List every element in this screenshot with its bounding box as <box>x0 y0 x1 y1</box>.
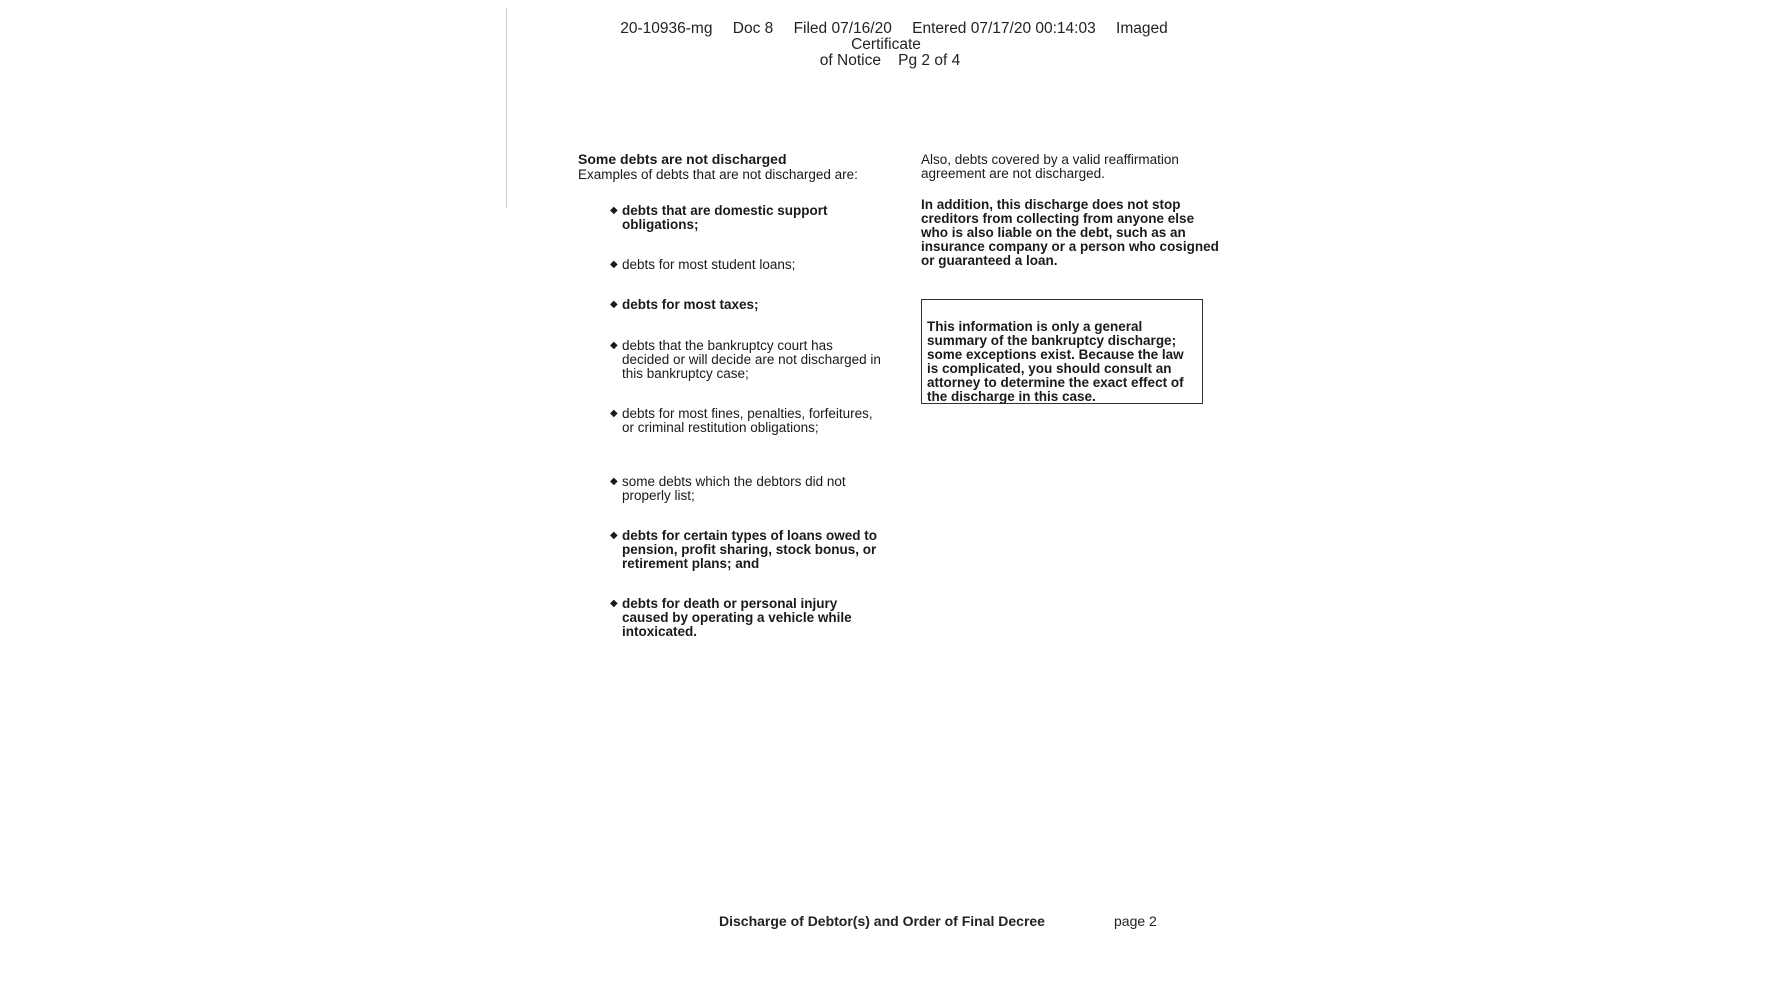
document-header <box>580 21 1200 69</box>
codebtor-paragraph: In addition, this discharge does not stop creditors from collecting from anyone else who is also liable on the debt, such as an insurance company or a person who cosigned or guaranteed a loan. <box>921 197 1219 268</box>
scan-margin-line <box>506 8 507 208</box>
list-item <box>610 258 882 298</box>
list-item-text: debts for most student loans; <box>622 257 796 272</box>
diamond-icon: ◆ <box>610 205 618 216</box>
non-discharged-debts-list <box>610 203 881 639</box>
list-item-text: debts that the bankruptcy court has decided or will decide are not discharged in this bankruptcy case; <box>622 338 881 381</box>
right-column <box>921 153 1221 268</box>
summary-notice-text: This information is only a general summary of the bankruptcy discharge; some exceptions exist. Because the law is complicated, you should consult an attorney to determine the exact effect of the discharge in this case. <box>927 319 1184 404</box>
diamond-icon: ◆ <box>610 259 618 270</box>
footer-page-number: page 2 <box>1114 913 1157 929</box>
diamond-icon: ◆ <box>610 530 618 541</box>
list-item-text: debts for certain types of loans owed to pension, profit sharing, stock bonus, or retirement plans; and <box>622 528 878 571</box>
diamond-icon: ◆ <box>610 408 618 419</box>
case-number: 20-10936-mg <box>620 20 713 37</box>
header-line-2 <box>580 53 1200 69</box>
section-title: Some debts are not discharged <box>578 151 787 167</box>
header-line-1 <box>580 21 1200 53</box>
notice-label: of Notice <box>819 52 881 69</box>
diamond-icon: ◆ <box>610 598 618 609</box>
list-item <box>610 298 882 339</box>
list-item <box>610 339 882 407</box>
reaffirmation-paragraph: Also, debts covered by a valid reaffirmation agreement are not discharged. <box>921 152 1179 181</box>
summary-notice-box <box>921 299 1203 404</box>
entered-date: Entered 07/17/20 00:14:03 <box>912 20 1096 37</box>
footer-title: Discharge of Debtor(s) and Order of Final Decree <box>719 913 1045 929</box>
filed-date: Filed 07/16/20 <box>793 20 892 37</box>
list-item-text: debts that are domestic support obligations; <box>622 203 828 232</box>
list-item-text: debts for death or personal injury caused by operating a vehicle while intoxicated. <box>622 596 852 639</box>
page-footer <box>719 913 1157 929</box>
diamond-icon: ◆ <box>610 299 618 310</box>
diamond-icon: ◆ <box>610 476 618 487</box>
page-reference: Pg 2 of 4 <box>898 52 961 69</box>
section-intro: Examples of debts that are not discharged are: <box>578 167 858 182</box>
list-item <box>610 596 882 639</box>
left-column <box>578 151 881 639</box>
list-item <box>610 529 882 597</box>
list-item-text: debts for most fines, penalties, forfeitures, or criminal restitution obligations; <box>622 406 873 435</box>
list-item <box>610 204 882 258</box>
list-item-text: debts for most taxes; <box>622 297 759 312</box>
imaged-label: Imaged Certificate <box>851 20 1168 53</box>
list-item <box>610 475 882 529</box>
list-item-text: some debts which the debtors did not properly list; <box>622 474 846 503</box>
list-item <box>610 407 882 475</box>
diamond-icon: ◆ <box>610 340 618 351</box>
doc-number: Doc 8 <box>732 20 774 37</box>
